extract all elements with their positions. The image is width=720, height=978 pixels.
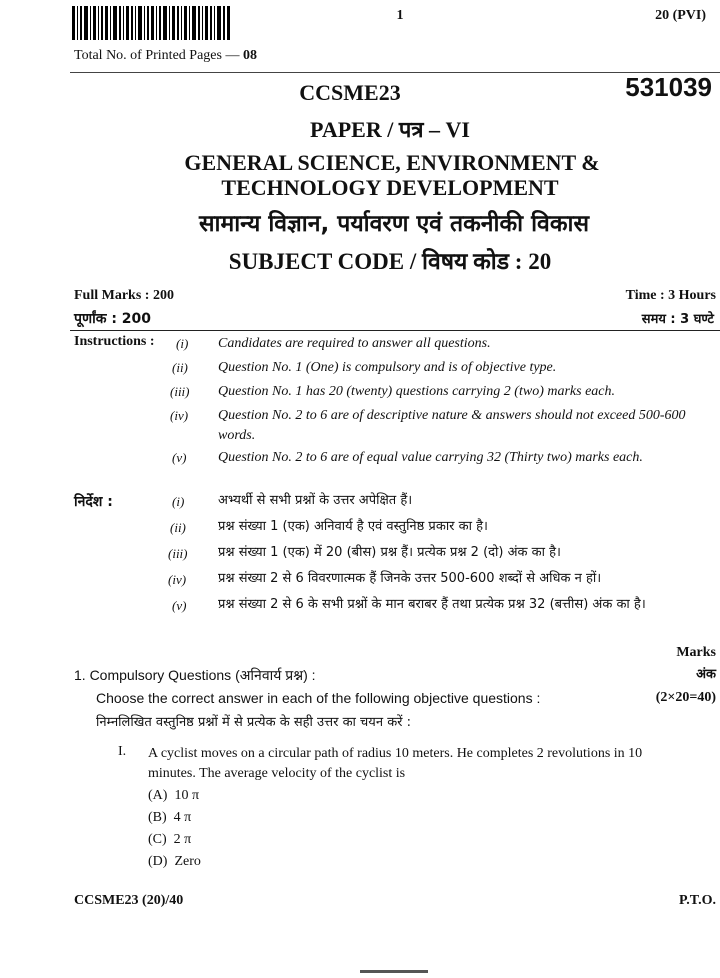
nirdesh-text: प्रश्न संख्या 2 से 6 विवरणात्मक हैं जिनके उत्तर 500-600 शब्दों से अधिक न हों। <box>218 571 602 586</box>
top-divider <box>70 72 720 73</box>
nirdesh-number: (iv) <box>168 572 187 587</box>
question-1-marks: (2×20=40) <box>655 690 716 705</box>
question-1-instruction: Choose the correct answer in each of the following objective questions : <box>96 690 541 706</box>
option-label: (A) <box>148 788 168 803</box>
booklet-number: 531039 <box>625 72 712 102</box>
subject-code: SUBJECT CODE / विषय कोड : 20 <box>228 249 552 274</box>
meta-divider <box>70 330 720 331</box>
instruction-text: Candidates are required to answer all questions. <box>218 336 491 351</box>
time-allowed: Time : 3 Hours <box>625 288 716 303</box>
subject-title-line2: TECHNOLOGY DEVELOPMENT <box>221 175 559 200</box>
footer-pto: P.T.O. <box>679 893 716 908</box>
nirdesh-label: निर्देश : <box>74 494 113 510</box>
paper-title: PAPER / पत्र – VI <box>310 117 470 142</box>
instruction-text: Question No. 1 has 20 (twenty) questions carrying 2 (two) marks each. <box>218 384 616 399</box>
bottom-scan-mark <box>360 970 428 973</box>
instructions-label: Instructions : <box>74 334 155 349</box>
instruction-number: (i) <box>176 336 189 351</box>
nirdesh-text: प्रश्न संख्या 1 (एक) अनिवार्य है एवं वस्तुनिष्ठ प्रकार का है। <box>218 519 488 534</box>
option-text: 4 π <box>173 810 192 825</box>
subquestion-number: I. <box>118 744 127 759</box>
page-number: 1 <box>396 8 404 23</box>
nirdesh-number: (iii) <box>168 546 188 561</box>
instruction-number: (ii) <box>172 360 188 375</box>
instruction-text: Question No. 1 (One) is compulsory and is of objective type. <box>218 360 557 375</box>
set-code: 20 (PVI) <box>655 8 706 23</box>
option-label: (D) <box>148 854 168 869</box>
printed-pages-value: 08 <box>242 48 257 63</box>
option-label: (B) <box>148 810 167 825</box>
printed-pages <box>74 48 257 64</box>
subject-title-hindi: सामान्य विज्ञान, पर्यावरण एवं तकनीकी विकास <box>198 211 590 237</box>
time-allowed-hindi: समय : 3 घण्टे <box>641 312 714 327</box>
option-text: 10 π <box>174 788 200 803</box>
option-label: (C) <box>148 832 167 847</box>
footer-code: CCSME23 (20)/40 <box>74 893 184 908</box>
instruction-number: (v) <box>172 450 187 465</box>
marks-header: Marks <box>676 645 716 660</box>
option-a <box>148 788 199 804</box>
option-text: 2 π <box>173 832 192 847</box>
marks-header-hindi: अंक <box>696 667 716 682</box>
nirdesh-number: (ii) <box>170 520 186 535</box>
nirdesh-text: अभ्यर्थी से सभी प्रश्नों के उत्तर अपेक्षित हैं। <box>218 493 413 508</box>
barcode-image <box>72 6 230 40</box>
subquestion-text: A cyclist moves on a circular path of radius 10 meters. He completes 2 revolutions in 10 minutes. The average velocity of the cyclist is <box>148 746 643 781</box>
instruction-number: (iii) <box>170 384 190 399</box>
question-1-instruction-hindi: निम्नलिखित वस्तुनिष्ठ प्रश्नों में से प्रत्येक के सही उत्तर का चयन करें : <box>96 715 412 730</box>
nirdesh-number: (v) <box>172 598 187 613</box>
paper-code: CCSME23 <box>299 80 401 105</box>
instruction-text: Question No. 2 to 6 are of equal value carrying 32 (Thirty two) marks each. <box>218 450 643 465</box>
full-marks-hindi: पूर्णांक : 200 <box>74 311 152 327</box>
nirdesh-text: प्रश्न संख्या 1 (एक) में 20 (बीस) प्रश्न हैं। प्रत्येक प्रश्न 2 (दो) अंक का है। <box>218 545 561 560</box>
option-d <box>148 854 201 870</box>
question-1-heading: 1. Compulsory Questions (अनिवार्य प्रश्न) : <box>74 667 316 683</box>
instruction-number: (iv) <box>170 408 189 423</box>
nirdesh-text: प्रश्न संख्या 2 से 6 के सभी प्रश्नों के मान बराबर हैं तथा प्रत्येक प्रश्न 32 (बत्तीस) अंक का है। <box>218 597 646 612</box>
subject-title-line1: GENERAL SCIENCE, ENVIRONMENT & <box>184 150 600 175</box>
nirdesh-number: (i) <box>172 494 185 509</box>
option-b <box>148 810 191 826</box>
option-text: Zero <box>174 854 201 869</box>
instruction-text: Question No. 2 to 6 are of descriptive nature & answers should not exceed 500-600 words. <box>218 408 686 443</box>
full-marks: Full Marks : 200 <box>74 288 174 303</box>
printed-pages-label: Total No. of Printed Pages — <box>74 48 240 63</box>
option-c <box>148 832 191 848</box>
